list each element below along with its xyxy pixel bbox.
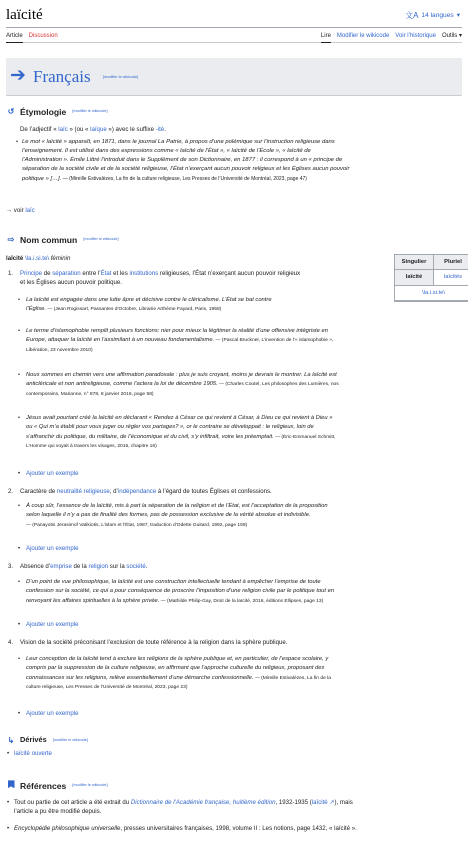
- reference-item: • Tout ou partie de cet article a été extrait du Dictionnaire de l’Académie française, huitième édition, 1932-1935 (laïcité ↗), mais l’article a pu être modifié depuis.: [7, 799, 353, 816]
- chevron-down-icon: ▾: [458, 33, 462, 39]
- example: • Nous sommes en chemin vers une affirmation paradoxale : plus je suis croyant, moins je devrais le montrer. La laïcité est anticléricale et non antireligieuse, comme l’actera la loi de décembre 1905. — (Charles Coutel, Les philosophes des Lumières, nos contemporains, Marianne, n° 878, 8 janvier 2016, page 58): [18, 372, 339, 397]
- derived-item: • laïcité ouverte: [7, 750, 52, 757]
- edit-link[interactable]: [modifier le wikicode]: [103, 75, 139, 79]
- arrow-right-icon: ➔: [10, 65, 26, 86]
- derived-heading: ↳ Dérivés [modifier le wikicode]: [7, 735, 88, 745]
- page-tabs: [6, 32, 462, 43]
- definition-2: 2. Caractère de neutralité religieuse, d’indépendance à l’égard de toutes Églises et confessions.: [8, 488, 272, 495]
- definition-1: 1. Principe de séparation entre l’État et les institutions religieuses, l’État n’exerçant aucun pouvoir religieux et les Églises aucun pouvoir politique.: [8, 270, 301, 286]
- arrow-outline-icon: ⇨: [7, 235, 15, 245]
- plural-link[interactable]: laïcités: [443, 274, 463, 281]
- tab-article[interactable]: Article: [6, 32, 23, 43]
- languages-label: 14 langues: [421, 12, 454, 20]
- link-voir-laic[interactable]: laïc: [25, 207, 35, 214]
- tab-history[interactable]: Voir l’historique: [395, 33, 436, 39]
- add-example-link[interactable]: • Ajouter un exemple: [18, 545, 79, 552]
- example: • Jésus avait pourtant créé la laïcité en déclarant « Rendez à César ce qui revient à César, à Dieu ce qui revient à Dieu » ou « Qui m’a établi pour vous juger ou régler vos partages? », or le contraire se développait : le religieux, loin de s’affranchir du politique, du militaire, de l’économique et du civil, s’y infiltrait, voire les préemptait. — (Éric-Emmanuel Schmitt, L’Homme qui voyait à travers les visages, 2016, chapitre 16): [18, 415, 336, 449]
- example: • Leur conception de la laïcité tend à exclure les religions de la sphère publique et, en particulier, de l’espace scolaire, y compris par la suppression de la culture religieuse, en affirmant que l’approche culturelle du religieux, proposant des connaissances sur les religions, relève essentiellement d’une démarche confessionnelle. — (Mireille Estivalèzes, La fin de la culture religieuse, Les Presses de l’Université de Montréal, 2023, page 23): [18, 656, 331, 690]
- tab-discussion[interactable]: Discussion: [28, 33, 58, 39]
- definition-4: 4. Vision de la société préconisant l’exclusion de toute référence à la religion dans la sphère publique.: [8, 639, 288, 646]
- headword-line: laïcité \la.i.si.te\ féminin: [6, 255, 71, 262]
- branch-icon: ↳: [7, 736, 15, 745]
- noun-heading: [6, 234, 462, 246]
- reference-item: • Encyclopédie philosophique universelle, presses universitaires françaises, 1998, volume II : Les notions, page 1432, « laïcité ».: [7, 825, 357, 832]
- example: • D’un point de vue philosophique, la laïcité est une construction intellectuelle tendant à empêcher l’emprise de toute confession sur la société, ce qui a pour conséquence de proscrire l’imposition d’une religion civile par le politique tout en renvoyant les affaires spirituelles à la sphère privée. — (Mathilde Philip-Gay, Droit de la laïcité, 2016, éditions Ellipses, page 13): [18, 579, 335, 604]
- page-header: [6, 6, 462, 28]
- language-section-header: [6, 58, 462, 96]
- pronunciation-link[interactable]: \la.i.si.te\: [24, 255, 50, 262]
- section-title: Nom commun: [20, 235, 78, 245]
- edit-link[interactable]: [modifier le wikicode]: [83, 237, 119, 242]
- add-example-link[interactable]: • Ajouter un exemple: [18, 621, 79, 628]
- example: • À coup sûr, l’essence de la laïcité, mis à part la séparation de la religion et de l’État, est l’acceptation de la proposition selon laquelle il n’y a pas de finalité des formes, pas de possession exclusive de la vérité absolue et indivisible. — (Panayotis Jerasimof Vatikiotis, L’islam et l’État, 1987, traduction d’Odette Guitard, 1992, page 159): [18, 503, 328, 528]
- example: • Le terme d’islamophobie remplit plusieurs fonctions: nier pour mieux la légitimer la réalité d’une offensive intégriste en Europe, attaquer la laïcité en l’assimilant à un nouveau fondamentalisme. — (Pascal Bruckner, L’invention de l’« islamophobie », Libération, 23 novembre 2010): [18, 328, 334, 353]
- example: • La laïcité est engagée dans une lutte âpre et décisive contre le cléricalisme. L’État se bat contre l’Église. — (Jean Rogissart, Passantes d’Octobre, Librairie Arthème Fayard, Paris, 1958): [18, 297, 272, 313]
- chevron-down-icon: ▾: [456, 12, 460, 20]
- etymology-quote: • Le mot « laïcité » apparaît, en 1871, dans le journal La Patrie, à propos d’une polémique sur l’instruction religieuse dans l’enseignement. Il est utilisé dans des expressions comme « laïcité de l’État », « laïcité de l’École », « laïcité de l’Administration ». Émile Littré l’introduit dans le Supplément de son Dictionnaire, en 1877 : il correspond à un « principe de séparation de la société civile et de la société religieuse, l’État n’exerçant aucun pouvoir religieux et les Églises aucun pouvoir politique » […]. — (Mireille Estivalèzes, La fin de la culture religieuse, Les Presses de l’Université de Montréal, 2023, page 47): [16, 139, 350, 182]
- edit-link[interactable]: [modifier le wikicode]: [52, 738, 88, 743]
- edit-link[interactable]: [modifier le wikicode]: [72, 109, 108, 114]
- references-heading: Références [modifier le wikicode]: [6, 780, 462, 792]
- add-example-link[interactable]: • Ajouter un exemple: [18, 470, 79, 477]
- link-laique[interactable]: laïque: [90, 126, 107, 133]
- translate-icon: 文A: [405, 11, 419, 20]
- derived-link[interactable]: laïcité ouverte: [14, 750, 52, 757]
- languages-button[interactable]: [405, 10, 460, 22]
- section-title: Étymologie: [20, 107, 67, 117]
- etymology-heading: [6, 106, 462, 118]
- edit-link[interactable]: [modifier le wikicode]: [72, 783, 108, 788]
- inflection-table: Singulier Pluriel laïcité laïcités \la.i.si.te\: [394, 254, 468, 302]
- link-laic[interactable]: laïc: [58, 126, 68, 133]
- etymology-text: De l’adjectif « laïc » (ou « laïque ») avec le suffixe -ité.: [20, 126, 166, 133]
- tab-read[interactable]: Lire: [321, 32, 331, 43]
- add-example-link[interactable]: • Ajouter un exemple: [18, 710, 79, 717]
- language-name-link[interactable]: Français: [33, 67, 91, 86]
- bookmark-icon: [6, 780, 16, 792]
- definition-3: 3. Absence d’emprise de la religion sur la société.: [8, 563, 148, 570]
- pron-link[interactable]: \la.i.si.te\: [422, 289, 445, 296]
- history-icon: ↺: [7, 107, 15, 117]
- see-also: → voir laïc: [6, 207, 35, 214]
- tab-edit[interactable]: Modifier le wikicode: [336, 33, 390, 39]
- tab-tools[interactable]: Outils ▾: [441, 33, 462, 39]
- link-ite[interactable]: -ité: [155, 126, 165, 133]
- page-title: laïcité: [6, 7, 43, 23]
- external-link-icon: ↗: [327, 799, 335, 806]
